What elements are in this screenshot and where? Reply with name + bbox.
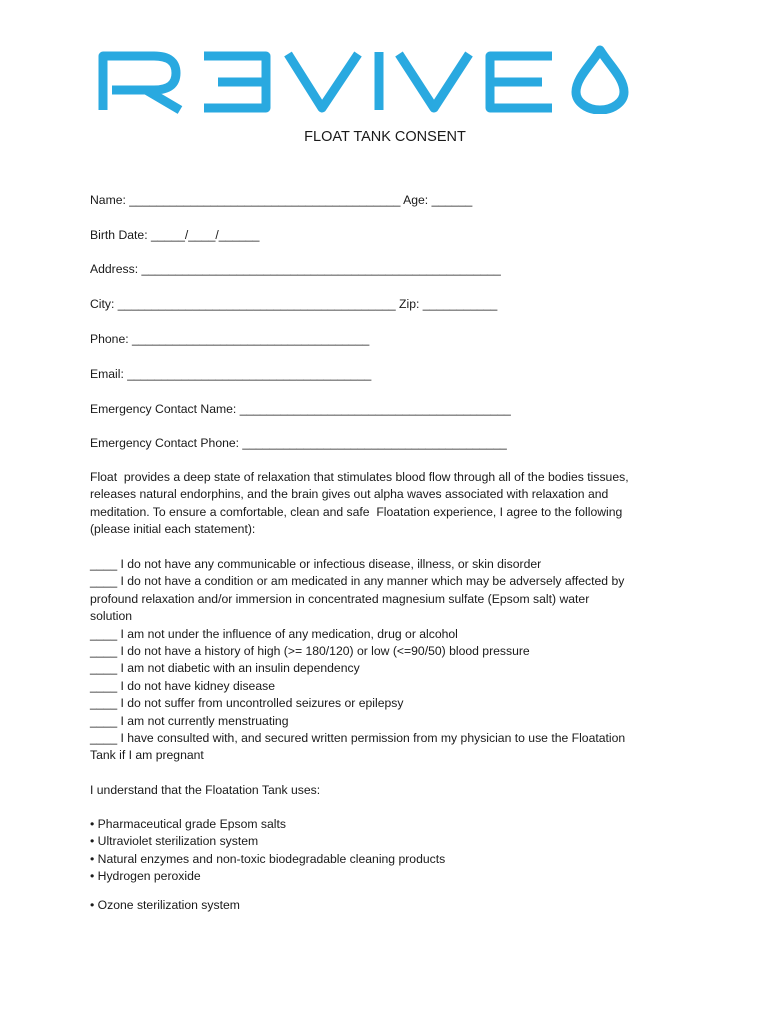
statement-line[interactable]: ____ I do not have a condition or am medicated in any manner which may be adversely affected by	[90, 574, 625, 589]
emergency-contact-name-field[interactable]: Emergency Contact Name: ________________________________________	[90, 402, 511, 416]
statement-line[interactable]: ____ I have consulted with, and secured written permission from my physician to use the Floatation	[90, 731, 626, 746]
phone-field[interactable]: Phone: ___________________________________	[90, 332, 370, 346]
intro-paragraph	[90, 469, 670, 539]
logo-letter-r	[103, 56, 180, 110]
statement-line[interactable]: ____ I do not have a history of high (>= 180/120) or low (<=90/50) blood pressure	[90, 644, 530, 659]
uses-heading: I understand that the Floatation Tank uses:	[90, 783, 321, 797]
statement-line: Tank if I am pregnant	[90, 748, 204, 763]
list-item-ozone: • Ozone sterilization system	[90, 898, 240, 912]
birth-date-field[interactable]: Birth Date: _____/____/______	[90, 228, 260, 242]
statement-line: profound relaxation and/or immersion in concentrated magnesium sulfate (Epsom salt) water	[90, 591, 590, 606]
initial-statements	[90, 556, 670, 765]
intro-line: meditation. To ensure a comfortable, clean and safe Floatation experience, I agree to the following	[90, 504, 623, 519]
logo-letter-v-2	[399, 54, 469, 108]
document-title: FLOAT TANK CONSENT	[304, 129, 466, 145]
statement-line[interactable]: ____ I am not under the influence of any medication, drug or alcohol	[90, 626, 458, 641]
intro-line: Float provides a deep state of relaxation that stimulates blood flow through all of the bodies tissues,	[90, 470, 629, 484]
email-field[interactable]: Email: ____________________________________	[90, 367, 372, 381]
statement-line[interactable]: ____ I do not have kidney disease	[90, 678, 275, 693]
statement-line: solution	[90, 609, 133, 624]
logo-letter-e-reversed	[204, 56, 266, 108]
statement-line[interactable]: ____ I am not currently menstruating	[90, 713, 289, 728]
address-field[interactable]: Address: _____________________________________________________	[90, 262, 501, 276]
logo-letter-v	[288, 54, 358, 108]
list-item: • Natural enzymes and non-toxic biodegradable cleaning products	[90, 851, 446, 866]
statement-line[interactable]: ____ I do not suffer from uncontrolled seizures or epilepsy	[90, 696, 404, 711]
emergency-contact-phone-field[interactable]: Emergency Contact Phone: _______________________________________	[90, 436, 507, 450]
statement-line[interactable]: ____ I am not diabetic with an insulin dependency	[90, 661, 360, 676]
list-item: • Pharmaceutical grade Epsom salts	[90, 817, 286, 831]
logo-letter-e	[490, 56, 552, 108]
intro-line: (please initial each statement):	[90, 522, 256, 537]
intro-line: releases natural endorphins, and the brain gives out alpha waves associated with relaxation and	[90, 487, 609, 502]
list-item: • Hydrogen peroxide	[90, 869, 201, 884]
revive-logo	[96, 40, 636, 114]
name-age-field[interactable]: Name: ________________________________________ Age: ______	[90, 193, 473, 207]
statement-line[interactable]: ____ I do not have any communicable or infectious disease, illness, or skin disorder	[90, 557, 542, 571]
city-zip-field[interactable]: City: _________________________________________ Zip: ___________	[90, 297, 498, 311]
water-drop-icon	[576, 50, 624, 110]
list-item: • Ultraviolet sterilization system	[90, 834, 259, 849]
uses-list	[90, 816, 670, 886]
